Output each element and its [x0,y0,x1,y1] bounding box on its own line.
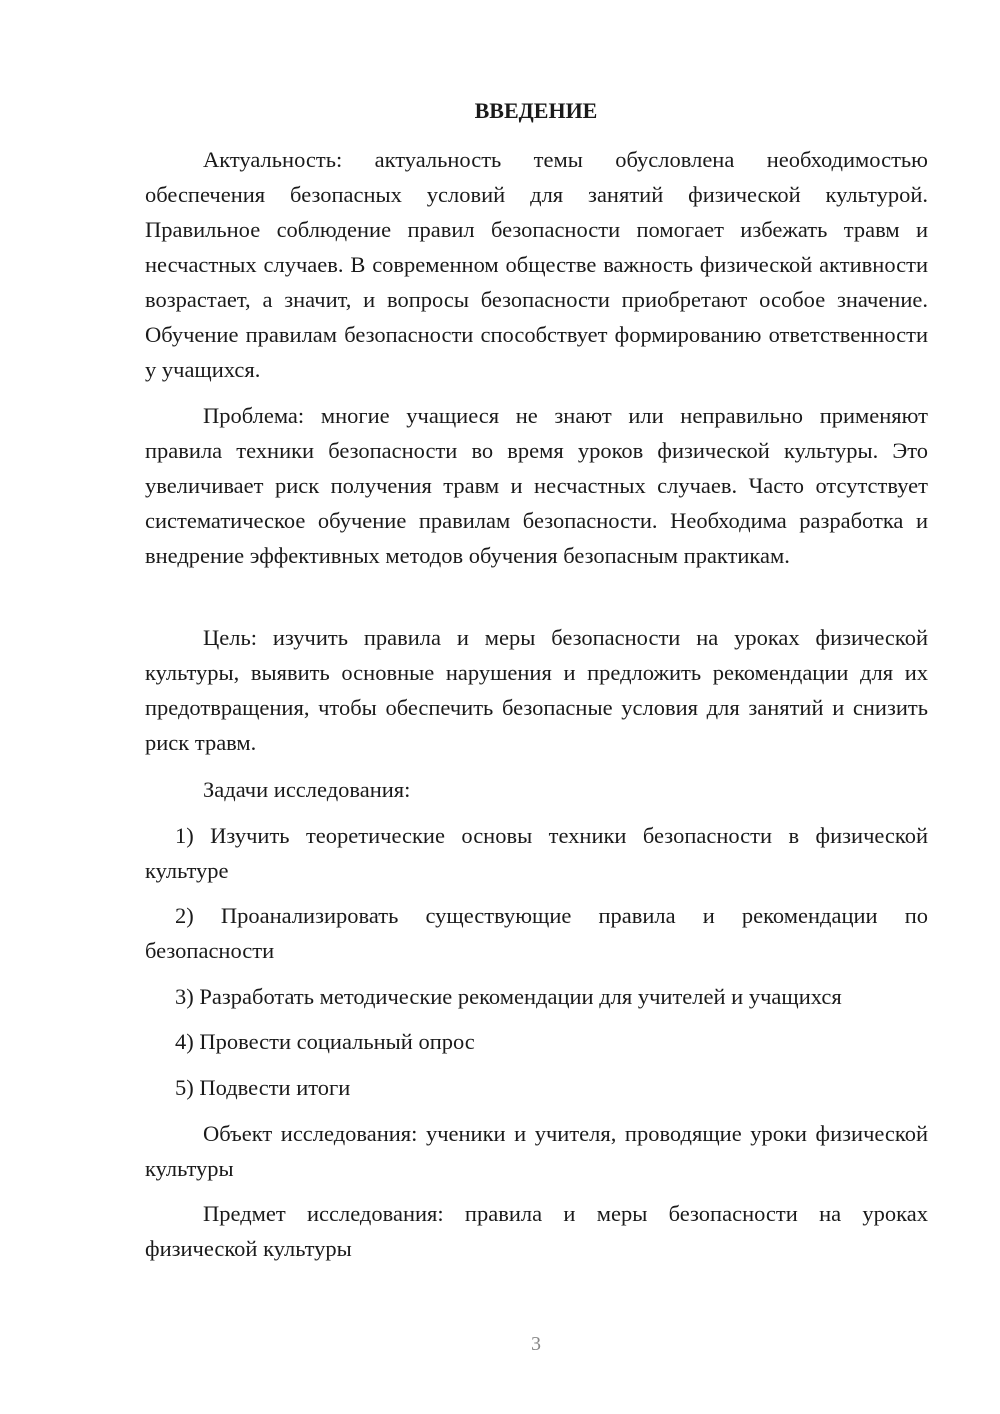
goal-paragraph: Цель: изучить правила и меры безопасности на уроках физической культуры, выявить основные нарушения и предложить рекомендации для их предотвращения, чтобы обеспечить безопасные условия для занятий и снизить риск травм. [145,625,928,755]
task-item: 4) Провести социальный опрос [175,1029,475,1054]
task-item: 2) Проанализировать существующие правила и рекомендации по безопасности [145,903,928,963]
object-paragraph: Объект исследования: ученики и учителя, проводящие уроки физической культуры [145,1121,928,1181]
task-item: 3) Разработать методические рекомендации для учителей и учащихся [175,984,842,1009]
tasks-heading: Задачи исследования: [203,777,411,802]
relevance-paragraph: Актуальность: актуальность темы обусловлена необходимостью обеспечения безопасных условий для занятий физической культурой. Правильное соблюдение правил безопасности помогает избежать травм и несчастных случаев. В современном обществе важность физической активности возрастает, а значит, и вопросы безопасности приобретают особое значение. Обучение правилам безопасности способствует формированию ответственности у учащихся. [145,147,928,382]
subject-paragraph: Предмет исследования: правила и меры безопасности на уроках физической культуры [145,1201,928,1261]
task-item: 5) Подвести итоги [175,1075,351,1100]
problem-paragraph: Проблема: многие учащиеся не знают или неправильно применяют правила техники безопасности во время уроков физической культуры. Это увеличивает риск получения травм и несчастных случаев. Часто отсутствует систематическое обучение правилам безопасности. Необходима разработка и внедрение эффективных методов обучения безопасным практикам. [145,403,928,568]
page-number: 3 [531,1333,541,1355]
task-item: 1) Изучить теоретические основы техники безопасности в физической культуре [145,823,928,883]
section-title: ВВЕДЕНИЕ [474,98,598,123]
